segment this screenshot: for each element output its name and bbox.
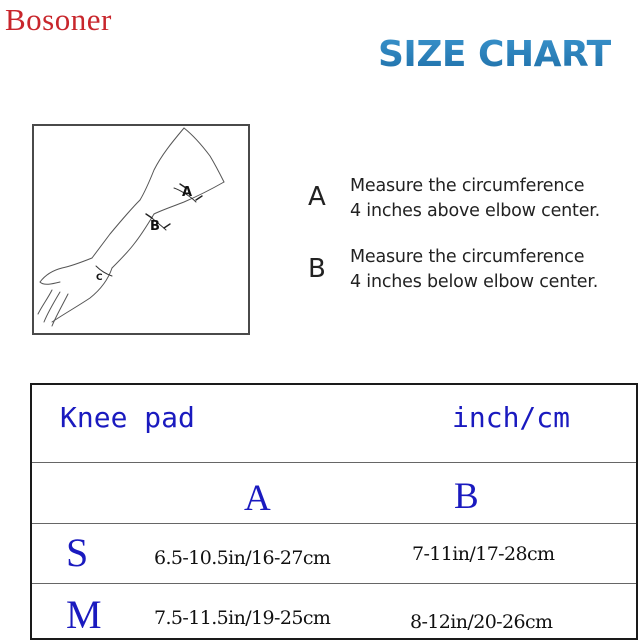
table-divider (32, 523, 636, 524)
size-label: S (66, 530, 89, 575)
size-table (30, 383, 638, 640)
table-product-label: Knee pad (60, 401, 195, 434)
diagram-label-c: C (96, 273, 103, 283)
page-title: SIZE CHART (378, 34, 611, 75)
instruction-a-line1: Measure the circumference (350, 176, 585, 196)
table-divider (32, 583, 636, 584)
column-header-b: B (454, 476, 479, 517)
instruction-a-line2: 4 inches above elbow center. (350, 201, 601, 221)
measurement-b: 7-11in/17-28cm (412, 543, 555, 565)
instruction-b-line1: Measure the circumference (350, 247, 585, 267)
instruction-b-line2: 4 inches below elbow center. (350, 272, 599, 292)
instruction-letter-b: B (308, 254, 326, 284)
measurement-a: 6.5-10.5in/16-27cm (154, 547, 331, 569)
table-divider (32, 462, 636, 463)
size-label: M (66, 592, 102, 637)
brand-name: Bosoner (5, 2, 112, 37)
column-header-a: A (244, 478, 271, 519)
diagram-label-b: B (150, 219, 160, 234)
arm-illustration (34, 126, 248, 333)
diagram-label-a: A (182, 185, 193, 200)
arm-diagram (32, 124, 250, 335)
measurement-a: 7.5-11.5in/19-25cm (154, 607, 331, 629)
table-unit-label: inch/cm (452, 401, 571, 434)
instruction-letter-a: A (308, 182, 326, 212)
measurement-b: 8-12in/20-26cm (410, 611, 553, 633)
